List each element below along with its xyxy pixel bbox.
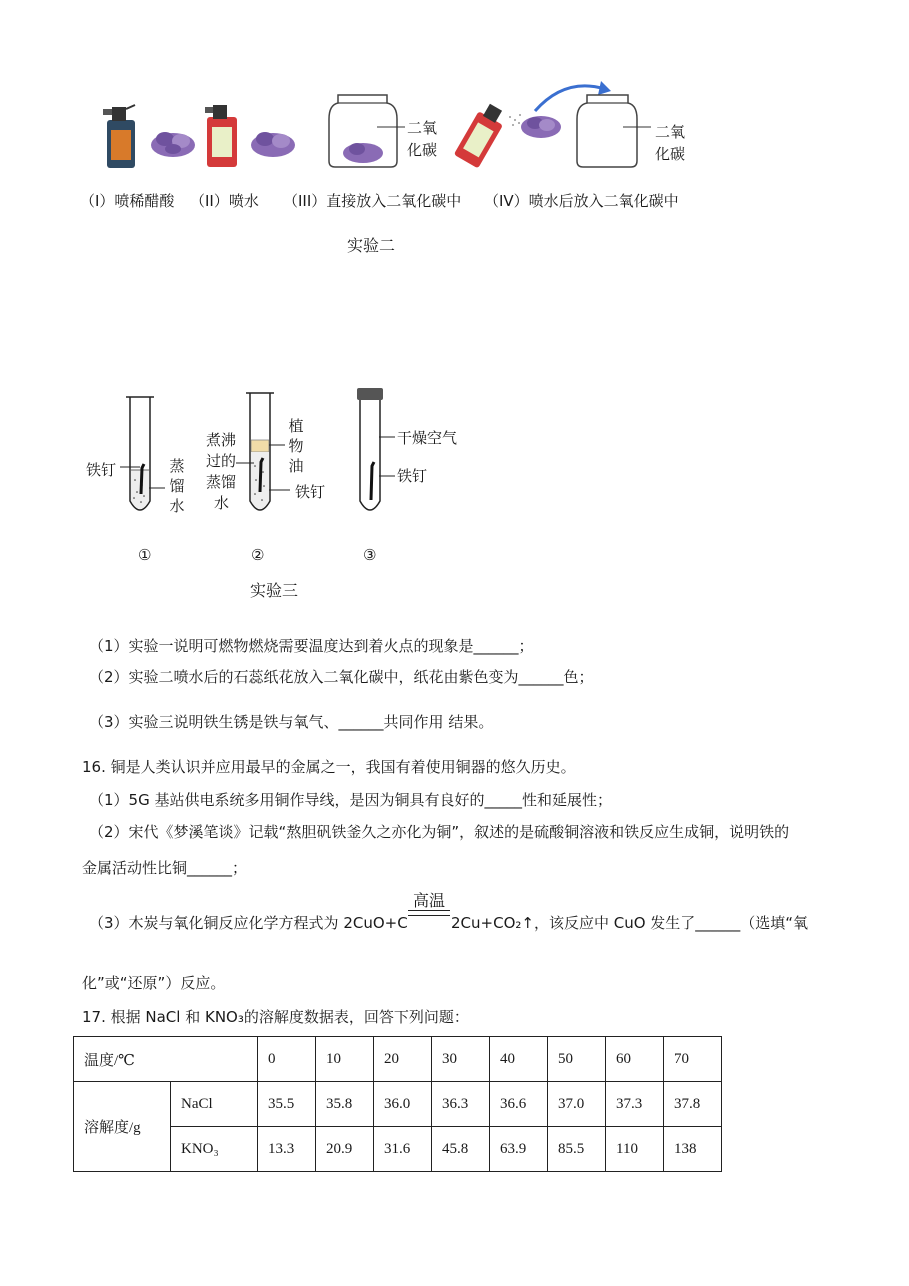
tube3-number: ③ <box>363 546 377 564</box>
kno3-cell: 13.3 <box>258 1127 316 1172</box>
exp2-label-2: （II）喷水 <box>190 192 259 210</box>
exp2-label-1: （I）喷稀醋酸 <box>80 192 175 210</box>
exp2-label-3: （III）直接放入二氧化碳中 <box>283 192 462 210</box>
temp-cell: 50 <box>548 1037 606 1082</box>
tube1-water-label: 蒸馏水 <box>169 457 185 515</box>
q17-stem: 17. 根据 NaCl 和 KNO₃的溶解度数据表，回答下列问题： <box>82 1008 469 1026</box>
tube3-nail-label: 铁钉 <box>397 467 428 485</box>
experiment-3-figure <box>120 388 400 523</box>
q16-stem: 16. 铜是人类认识并应用最早的金属之一，我国有着使用铜器的悠久历史。 <box>82 758 576 776</box>
tube2-boiled-line1: 煮沸 <box>206 431 237 449</box>
kno3-cell: 85.5 <box>548 1127 606 1172</box>
nacl-cell: 37.0 <box>548 1082 606 1127</box>
exp3-caption: 实验三 <box>250 581 299 600</box>
co2-label-jar4 <box>655 121 685 165</box>
q16-part3-prefix: （3）木炭与氧化铜反应化学方程式为 2CuO+C <box>89 914 408 932</box>
q16-part2-line1: （2）宋代《梦溪笔谈》记载“熬胆矾铁釜久之亦化为铜”，叙述的是硫酸铜溶液和铁反应生成铜，说明铁的 <box>89 823 790 841</box>
nacl-cell: 36.3 <box>432 1082 490 1127</box>
q16-part3-suffix: 2Cu+CO₂↑，该反应中 CuO 发生了______（选填“氧 <box>451 914 809 932</box>
temp-cell: 0 <box>258 1037 316 1082</box>
flower-4-icon <box>521 116 561 138</box>
kno3-cell: 31.6 <box>374 1127 432 1172</box>
co2-label-line1: 二氧 <box>655 123 686 141</box>
table-row <box>74 1082 722 1127</box>
kno3-cell: 63.9 <box>490 1127 548 1172</box>
kno3-label: KNO₃ <box>171 1127 258 1172</box>
nacl-cell: 36.0 <box>374 1082 432 1127</box>
tube2-nail-label: 铁钉 <box>295 483 326 501</box>
q15-part3: （3）实验三说明铁生锈是铁与氧气、______共同作用 结果。 <box>89 713 494 731</box>
co2-label-line2: 化碳 <box>655 145 686 163</box>
kno3-cell: 45.8 <box>432 1127 490 1172</box>
q16-part2-line2: 金属活动性比铜______； <box>82 859 248 877</box>
tube3-air-label: 干燥空气 <box>397 429 458 447</box>
table-row <box>74 1037 722 1082</box>
nacl-cell: 35.5 <box>258 1082 316 1127</box>
kno3-cell: 110 <box>606 1127 664 1172</box>
temp-cell: 70 <box>664 1037 722 1082</box>
kno3-cell: 138 <box>664 1127 722 1172</box>
exp2-caption: 实验二 <box>347 236 396 255</box>
co2-label-line1: 二氧 <box>407 119 438 137</box>
exp2-label-4: （IV）喷水后放入二氧化碳中 <box>484 192 679 210</box>
spray-bottle-2-icon <box>205 105 237 167</box>
reaction-condition: 高温 <box>412 893 445 910</box>
temp-cell: 20 <box>374 1037 432 1082</box>
tube1-nail-label: 铁钉 <box>86 461 117 479</box>
flower-2-icon <box>251 132 295 157</box>
tube2-boiled-line3: 蒸馏 <box>206 473 237 491</box>
temperature-header: 温度/℃ <box>74 1037 258 1082</box>
flower-1-icon <box>151 132 195 157</box>
tube2-boiled-water-label <box>206 430 236 514</box>
nacl-cell: 37.8 <box>664 1082 722 1127</box>
tube1-number: ① <box>138 546 152 564</box>
jar-4-icon <box>577 95 651 167</box>
nacl-label: NaCl <box>171 1082 258 1127</box>
solubility-table <box>73 1036 722 1172</box>
q16-part3-continuation: 化”或“还原”）反应。 <box>82 974 226 992</box>
nacl-cell: 35.8 <box>316 1082 374 1127</box>
kno3-cell: 20.9 <box>316 1127 374 1172</box>
test-tube-3-icon <box>357 388 395 510</box>
table-row <box>74 1127 722 1172</box>
test-tube-1-icon <box>120 397 165 510</box>
experiment-2-figure <box>95 75 715 175</box>
nacl-cell: 36.6 <box>490 1082 548 1127</box>
reaction-equals-sign <box>408 910 450 916</box>
jar-3-icon <box>329 95 405 167</box>
temp-cell: 60 <box>606 1037 664 1082</box>
spray-mist-icon <box>509 114 521 126</box>
solubility-header: 溶解度/g <box>74 1082 171 1172</box>
spray-bottle-1-icon <box>103 105 135 168</box>
temp-cell: 10 <box>316 1037 374 1082</box>
q15-part2: （2）实验二喷水后的石蕊纸花放入二氧化碳中，纸花由紫色变为______色； <box>89 668 594 686</box>
q15-part1: （1）实验一说明可燃物燃烧需要温度达到着火点的现象是______； <box>89 637 534 655</box>
nacl-cell: 37.3 <box>606 1082 664 1127</box>
temp-cell: 40 <box>490 1037 548 1082</box>
co2-label-line2: 化碳 <box>407 141 438 159</box>
temp-cell: 30 <box>432 1037 490 1082</box>
spray-bottle-4-icon <box>454 101 509 169</box>
tube2-boiled-line2: 过的 <box>206 452 237 470</box>
tube2-number: ② <box>251 546 265 564</box>
test-tube-2-icon <box>236 393 290 510</box>
tube2-oil-label: 植物油 <box>288 417 304 475</box>
tube2-boiled-line4: 水 <box>214 494 230 512</box>
co2-label-jar3 <box>407 117 437 161</box>
q16-part1: （1）5G 基站供电系统多用铜作导线，是因为铜具有良好的_____性和延展性； <box>89 791 612 809</box>
